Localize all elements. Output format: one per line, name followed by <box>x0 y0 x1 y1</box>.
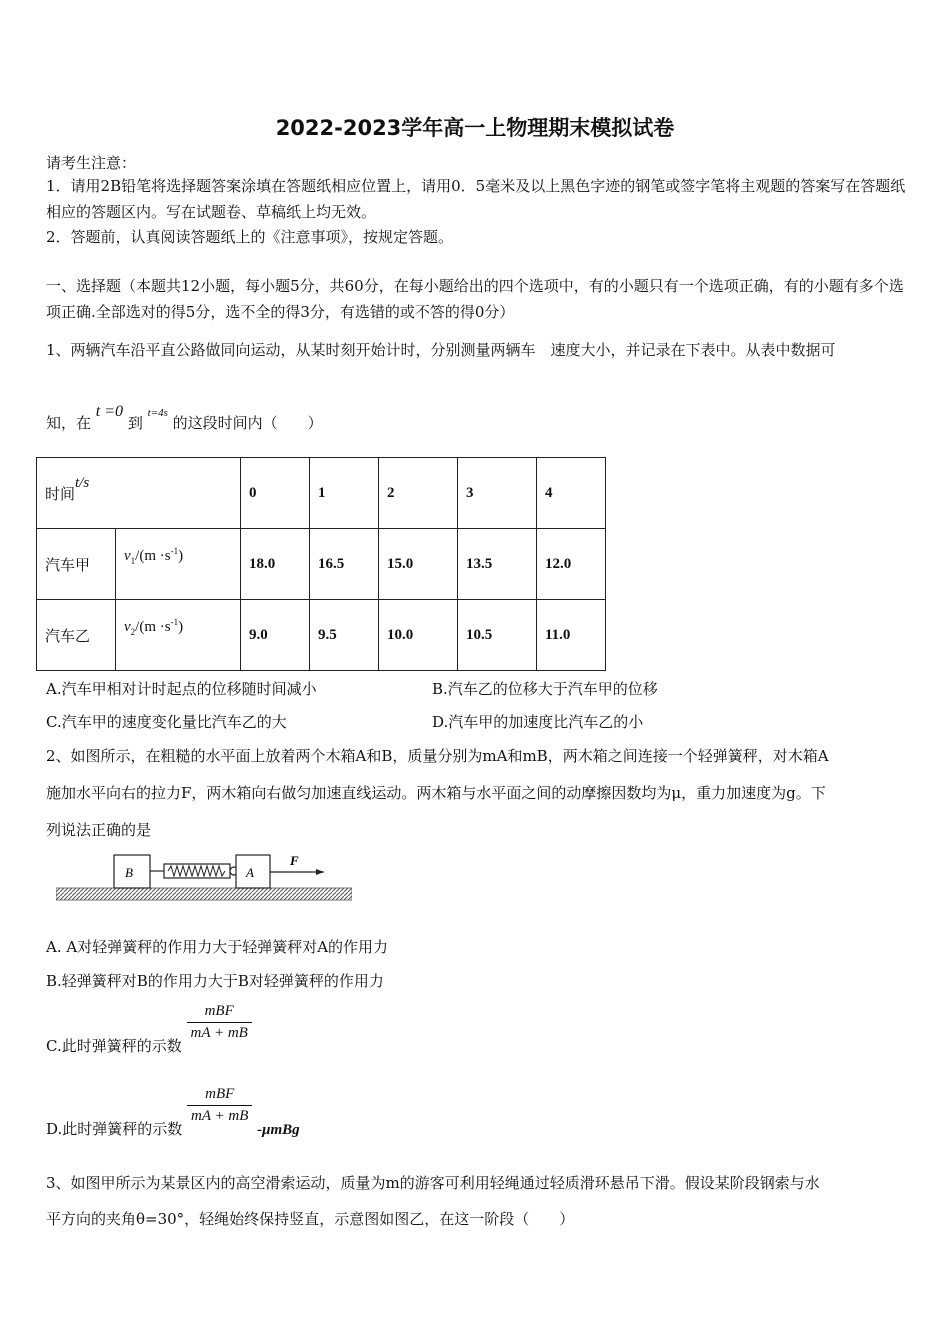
q1-option-d: D.汽车甲的加速度比汽车乙的小 <box>432 713 644 731</box>
value-cell: 18.0 <box>241 529 310 600</box>
t-four: t=4s <box>147 407 168 419</box>
car-name: 汽车乙 <box>37 600 116 671</box>
force-arrowhead <box>316 869 324 875</box>
table-row <box>37 458 606 529</box>
q1-option-c: C.汽车甲的速度变化量比汽车乙的大 <box>46 713 287 731</box>
q1-stem-line2: 知，在 t =0 到 $^{t=4s}$ 的这段时间内（ ） <box>46 403 323 432</box>
notice-item-2: 2．答题前，认真阅读答题纸上的《注意事项》，按规定答题。 <box>46 228 454 246</box>
value-cell: 9.0 <box>241 600 310 671</box>
q2-option-a: A. A对轻弹簧秤的作用力大于轻弹簧秤对A的作用力 <box>46 938 389 956</box>
q2-option-b: B.轻弹簧秤对B的作用力大于B对轻弹簧秤的作用力 <box>46 972 384 990</box>
time-cell: 4 <box>537 458 606 529</box>
time-cell: 3 <box>458 458 537 529</box>
box-b-label: B <box>125 865 133 880</box>
table-row <box>37 600 606 671</box>
q1-stem: 1、两辆汽车沿平直公路做同向运动，从某时刻开始计时，分别测量两辆车 速度大小，并记录在下表中。从表中数据可 <box>46 341 836 359</box>
section-heading: 一、选择题（本题共12小题，每小题5分，共60分，在每小题给出的四个选项中，有的小题只有一个选项正确，有的小题有多个选项正确.全部选对的得5分，选不全的得3分，有选错的或不答的得0分） <box>46 277 904 321</box>
box-a-label: A <box>246 865 254 880</box>
car-name: 汽车甲 <box>37 529 116 600</box>
notice-heading: 请考生注意： <box>46 154 137 172</box>
q2-stem-2: 施加水平向右的拉力F，两木箱向右做匀加速直线运动。两木箱与水平面之间的动摩擦因数均为μ，重力加速度为g。下 <box>46 784 826 802</box>
time-cell: 0 <box>241 458 310 529</box>
value-cell: 13.5 <box>458 529 537 600</box>
q2-stem-3: 列说法正确的是 <box>46 821 152 839</box>
value-cell: 10.0 <box>379 600 458 671</box>
t-zero: t =0 <box>95 403 124 420</box>
force-label: F <box>290 853 299 868</box>
q3-stem-2: 平方向的夹角θ=30°，轻绳始终保持竖直，示意图如图乙，在这一阶段（ ） <box>46 1210 575 1228</box>
time-cell: 2 <box>379 458 458 529</box>
table-row <box>37 529 606 600</box>
value-cell: 9.5 <box>310 600 379 671</box>
value-cell: 15.0 <box>379 529 458 600</box>
speed-table <box>36 457 606 671</box>
value-cell: 10.5 <box>458 600 537 671</box>
page-title: 2022-2023学年高一上物理期末模拟试卷 <box>275 116 675 140</box>
boxes-spring-figure <box>56 848 352 904</box>
velocity-unit: $v_1/(m \cdot s^{-1})$ <box>116 529 241 600</box>
time-cell: 1 <box>310 458 379 529</box>
q2-option-c: C.此时弹簧秤的示数 $\frac{\text{mBF}}{mA + mB}$ <box>46 1003 252 1042</box>
q1-option-b: B.汽车乙的位移大于汽车甲的位移 <box>432 680 658 698</box>
value-cell: 16.5 <box>310 529 379 600</box>
velocity-unit: $v_2/(m \cdot s^{-1})$ <box>116 600 241 671</box>
value-cell: 12.0 <box>537 529 606 600</box>
notice-item-1: 1．请用2B铅笔将选择题答案涂填在答题纸相应位置上，请用0．5毫米及以上黑色字迹的钢笔或签字笔将主观题的答案写在答题纸相应的答题区内。写在试题卷、草稿纸上均无效。 <box>46 177 906 221</box>
q1-option-a: A.汽车甲相对计时起点的位移随时间减小 <box>46 680 317 698</box>
time-header: 时间t/s <box>37 458 241 529</box>
q2-option-d: D.此时弹簧秤的示数 $\frac{\text{mBF}}{mA + mB}$ -μmBg <box>46 1086 300 1138</box>
ground <box>56 888 352 900</box>
q3-stem-1: 3、如图甲所示为某景区内的高空滑索运动，质量为m的游客可利用轻绳通过轻质滑环悬吊下滑。假设某阶段钢索与水 <box>46 1174 820 1192</box>
fraction: $\frac{\text{mBF}}{mA + mB}$ <box>187 1003 252 1042</box>
q2-stem-1: 2、如图所示，在粗糙的水平面上放着两个木箱A和B，质量分别为mA和mB，两木箱之间连接一个轻弹簧秤，对木箱A <box>46 747 829 765</box>
value-cell: 11.0 <box>537 600 606 671</box>
fraction: $\frac{\text{mBF}}{mA + mB}$ <box>187 1086 252 1125</box>
